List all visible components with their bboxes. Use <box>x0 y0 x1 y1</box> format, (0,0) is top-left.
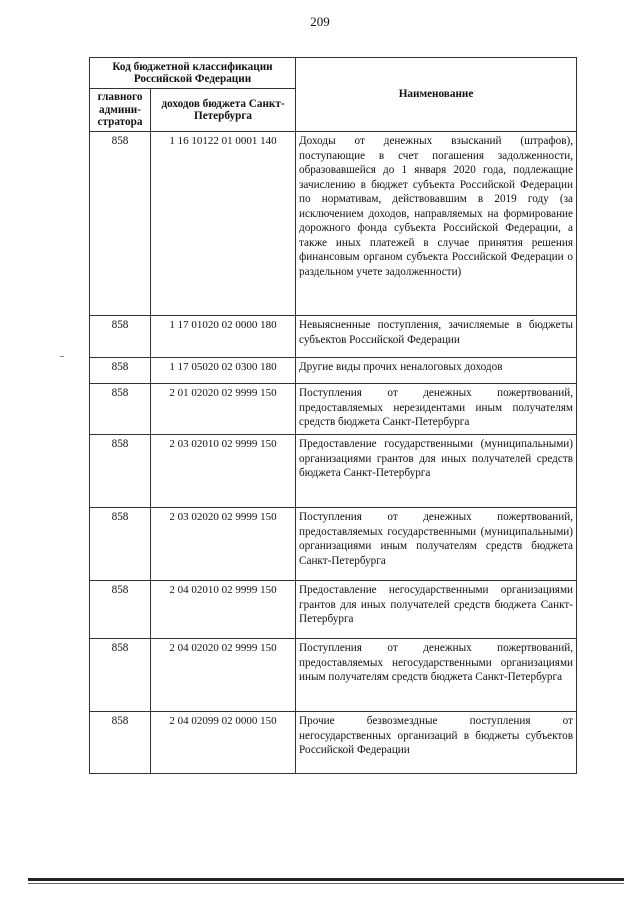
admin-code-cell: 858 <box>90 435 151 508</box>
footer-rule <box>28 878 624 881</box>
table-row <box>90 712 577 774</box>
table-row <box>90 508 577 581</box>
table-row <box>90 435 577 508</box>
header-admin: главного админи-стратора <box>90 89 151 132</box>
revenue-name-cell: Доходы от денежных взысканий (штрафов), поступающие в счет погашения задолженности, образовавшейся до 1 января 2020 года, подлежащие зачислению в бюджет субъекта Российской Федерации по нормативам, действовавшим в 2019 году (за исключением доходов, направляемых на формирование дорожного фонда субъекта Российской Федерации, а также иных платежей в случае принятия решения финансовым органом субъекта Российской Федерации о раздельном учете задолженности) <box>296 132 577 316</box>
table-row <box>90 581 577 639</box>
revenue-code-cell: 1 16 10122 01 0001 140 <box>151 132 296 316</box>
admin-code-cell: 858 <box>90 581 151 639</box>
revenue-name-cell: Предоставление государственными (муниципальными) организациями грантов для иных получателей средств бюджета Санкт-Петербурга <box>296 435 577 508</box>
revenue-code-cell: 2 04 02020 02 9999 150 <box>151 639 296 712</box>
admin-code-cell: 858 <box>90 316 151 358</box>
page-number: 209 <box>310 14 330 29</box>
table-row <box>90 358 577 384</box>
header-name: Наименование <box>296 58 577 132</box>
admin-code-cell: 858 <box>90 384 151 435</box>
table-row <box>90 316 577 358</box>
revenue-code-cell: 1 17 01020 02 0000 180 <box>151 316 296 358</box>
admin-code-cell: 858 <box>90 508 151 581</box>
admin-code-cell: 858 <box>90 712 151 774</box>
table-row <box>90 384 577 435</box>
revenue-code-cell: 2 01 02020 02 9999 150 <box>151 384 296 435</box>
table-row <box>90 132 577 316</box>
table-row <box>90 639 577 712</box>
revenue-name-cell: Прочие безвозмездные поступления от негосударственных организаций в бюджеты субъектов Российской Федерации <box>296 712 577 774</box>
revenue-code-cell: 1 17 05020 02 0300 180 <box>151 358 296 384</box>
revenue-name-cell: Предоставление негосударственными организациями грантов для иных получателей средств бюджета Санкт-Петербурга <box>296 581 577 639</box>
revenue-name-cell: Поступления от денежных пожертвований, предоставляемых нерезидентами иным получателям средств бюджета Санкт-Петербурга <box>296 384 577 435</box>
revenue-name-cell: Невыясненные поступления, зачисляемые в бюджеты субъектов Российской Федерации <box>296 316 577 358</box>
table-body <box>90 132 577 774</box>
header-group-title: Код бюджетной классификации Российской Федерации <box>90 58 296 89</box>
revenue-code-cell: 2 03 02020 02 9999 150 <box>151 508 296 581</box>
table-header <box>90 58 577 132</box>
revenue-name-cell: Поступления от денежных пожертвований, предоставляемых негосударственными организациями иным получателям средств бюджета Санкт-Петербурга <box>296 639 577 712</box>
revenue-code-cell: 2 04 02010 02 9999 150 <box>151 581 296 639</box>
revenue-name-cell: Другие виды прочих неналоговых доходов <box>296 358 577 384</box>
revenue-code-cell: 2 04 02099 02 0000 150 <box>151 712 296 774</box>
margin-mark <box>60 356 64 357</box>
footer-rule-thin <box>28 883 624 884</box>
admin-code-cell: 858 <box>90 132 151 316</box>
header-code: доходов бюджета Санкт-Петербурга <box>151 89 296 132</box>
revenue-name-cell: Поступления от денежных пожертвований, предоставляемых государственными (муниципальными) организациями иным получателям средств бюджета Санкт-Петербурга <box>296 508 577 581</box>
admin-code-cell: 858 <box>90 358 151 384</box>
revenue-code-cell: 2 03 02010 02 9999 150 <box>151 435 296 508</box>
admin-code-cell: 858 <box>90 639 151 712</box>
budget-classification-table <box>89 57 577 774</box>
